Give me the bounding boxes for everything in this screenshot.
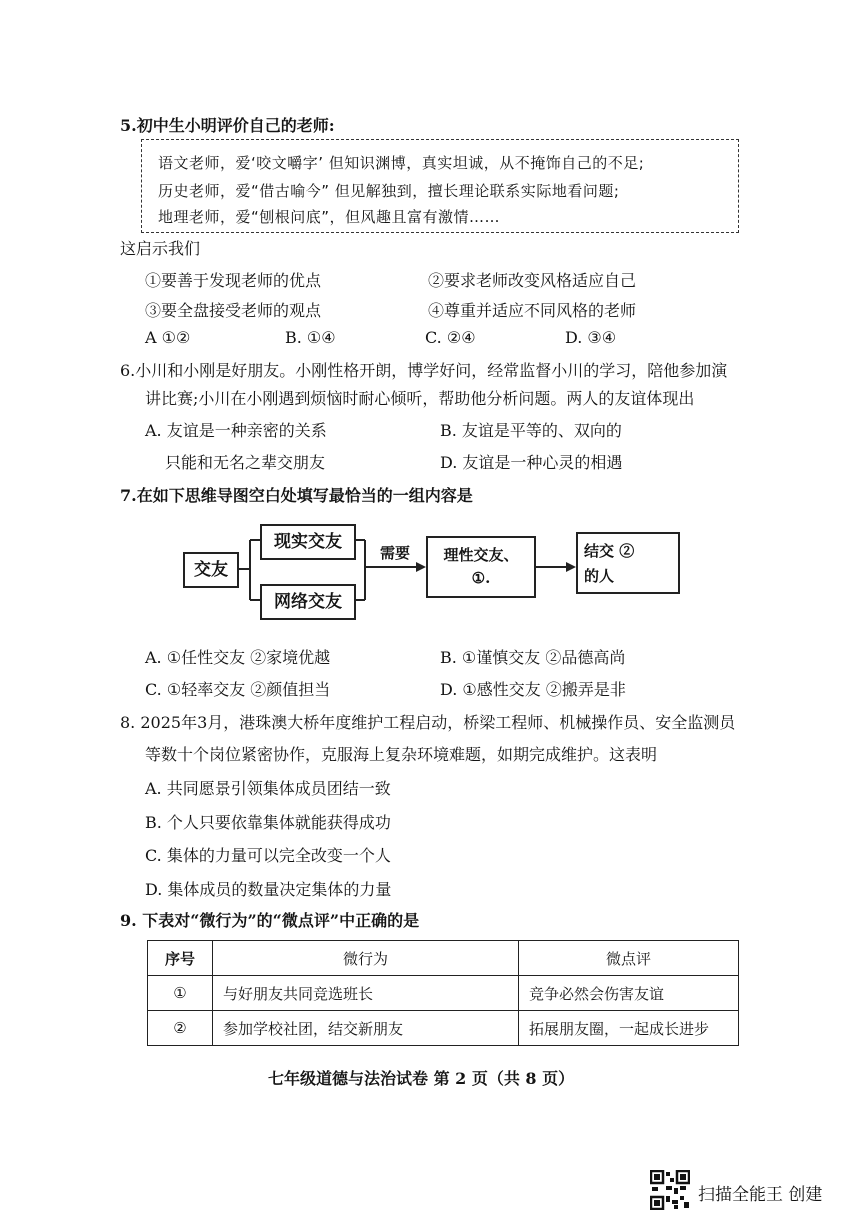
q7-option-d: D. ①感性交友 ②搬弄是非 [440,680,626,699]
q8-option-d: D. 集体成员的数量决定集体的力量 [145,880,392,899]
q8-option-b: B. 个人只要依靠集体就能获得成功 [145,813,391,832]
table-cell-index: ① [148,976,213,1011]
table-header-comment: 微点评 [519,941,739,976]
q8-option-c: C. 集体的力量可以完全改变一个人 [145,846,391,865]
q5-item-2: ②要求老师改变风格适应自己 [428,271,637,290]
q6-option-b: B. 友谊是平等的、双向的 [440,421,622,440]
q7-node-root: 交友 [183,552,239,588]
q5-item-3: ③要全盘接受老师的观点 [145,301,322,320]
q5-item-1: ①要善于发现老师的优点 [145,271,322,290]
q7-node-real: 现实交友 [260,524,356,560]
q5-option-b: B. ①④ [285,328,336,347]
table-cell-comment: 拓展朋友圈，一起成长进步 [519,1011,739,1046]
q6-stem-line-1: 6.小川和小刚是好朋友。小刚性格开朗，博学好问，经常监督小川的学习，陪他参加演 [120,361,728,380]
q8-option-a: A. 共同愿景引领集体成员团结一致 [145,779,391,798]
q5-box-line-2: 历史老师，爱“借古喻今” 但见解独到，擅长理论联系实际地看问题; [158,182,620,200]
table-cell-action: 与好朋友共同竞选班长 [213,976,519,1011]
table-row [148,1011,739,1046]
table-cell-comment: 竞争必然会伤害友谊 [519,976,739,1011]
q8-stem-line-1: 8. 2025年3月，港珠澳大桥年度维护工程启动，桥梁工程师、机械操作员、安全监测员 [120,713,736,732]
q6-option-a: A. 友谊是一种亲密的关系 [145,421,327,440]
q7-node-result-line-1: 结交 ② [584,542,635,560]
q5-box-line-1: 语文老师，爱‘咬文嚼字’ 但知识渊博，真实坦诚，从不掩饰自己的不足; [158,154,645,172]
q5-option-c: C. ②④ [425,328,476,347]
q7-option-a: A. ①任性交友 ②家境优越 [145,648,331,667]
table-row [148,976,739,1011]
q5-prompt: 这启示我们 [120,239,201,258]
q9-table [147,940,739,1046]
q7-stem: 7.在如下思维导图空白处填写最恰当的一组内容是 [120,486,473,505]
q9-stem: 9. 下表对“微行为”的“微点评”中正确的是 [120,911,420,930]
q7-node-result-line-2: 的人 [584,567,615,585]
q7-node-rational [426,536,536,598]
q5-box-line-3: 地理老师，爱“刨根问底”，但风趣且富有激情…… [158,208,501,226]
q6-option-d: D. 友谊是一种心灵的相遇 [440,453,623,472]
q5-option-a: A ①② [145,328,191,347]
q8-stem-line-2: 等数十个岗位紧密协作，克服海上复杂环境难题，如期完成维护。这表明 [145,745,658,764]
q6-option-c: 只能和无名之辈交朋友 [165,453,326,472]
q5-item-4: ④尊重并适应不同风格的老师 [428,301,637,320]
q6-stem-line-2: 讲比赛;小川在小刚遇到烦恼时耐心倾听，帮助他分析问题。两人的友谊体现出 [145,389,695,408]
q7-node-rational-line-2: ①. [471,569,491,587]
scanner-watermark: 扫描全能王 创建 [698,1185,823,1205]
q7-node-rational-line-1: 理性交友、 [443,546,519,564]
q7-arrow-label: 需要 [380,544,411,562]
table-header-row [148,941,739,976]
q5-option-d: D. ③④ [565,328,617,347]
q7-option-c: C. ①轻率交友 ②颜值担当 [145,680,331,699]
q7-node-result [576,532,680,594]
q7-node-online: 网络交友 [260,584,356,620]
page-footer: 七年级道德与法治试卷 第 2 页（共 8 页） [268,1069,575,1088]
q7-option-b: B. ①谨慎交友 ②品德高尚 [440,648,626,667]
q5-stem: 5.初中生小明评价自己的老师: [120,116,335,135]
table-cell-index: ② [148,1011,213,1046]
table-header-index: 序号 [148,941,213,976]
qr-code-icon [650,1170,690,1210]
table-cell-action: 参加学校社团，结交新朋友 [213,1011,519,1046]
table-header-action: 微行为 [213,941,519,976]
